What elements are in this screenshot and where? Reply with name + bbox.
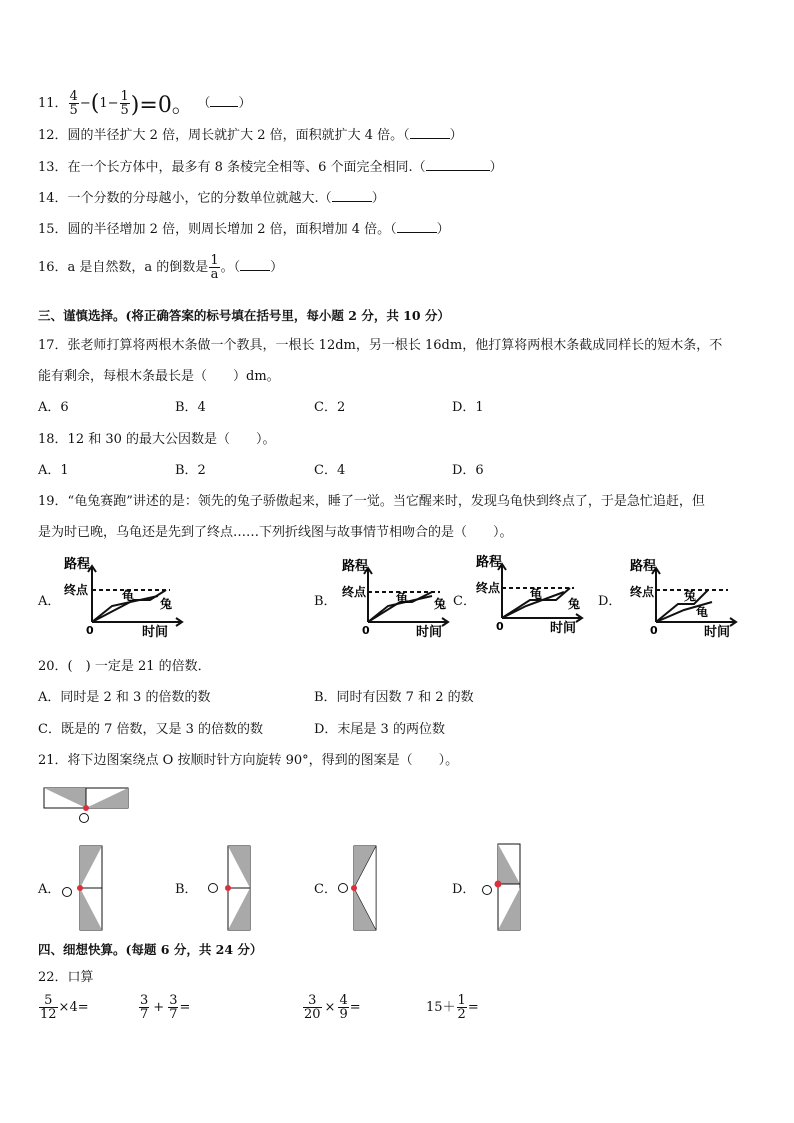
end-label: 终点 xyxy=(342,585,367,599)
fraction: $\frac{3}{7}$ xyxy=(169,993,178,1022)
question-19-line2: 是为时已晚，乌龟还是先到了终点……下列折线图与故事情节相吻合的是（ ）。 xyxy=(38,525,513,540)
fraction: $\frac{4}{5}$ xyxy=(69,89,78,118)
option-c[interactable]: C．2 xyxy=(314,400,346,415)
option-b-label[interactable]: B． xyxy=(175,882,198,897)
question-19-line1: 19．“龟兔赛跑”讲述的是：领先的兔子骄傲起来，睡了一觉。当它醒来时，发现乌龟快到终点了，于是急忙追赶，但 xyxy=(38,494,705,509)
option-b[interactable]: B．2 xyxy=(175,463,206,478)
expression-4: 15＋ $\frac{1}{2}$ = xyxy=(426,993,479,1022)
x-axis-label: 时间 xyxy=(416,625,443,640)
question-11: 11． $\frac{4}{5}$ −(1− $\frac{1}{5}$ )=0。 （ ） xyxy=(38,89,252,118)
rotation-option-c[interactable] xyxy=(336,844,386,932)
option-d[interactable]: D．末尾是 3 的两位数 xyxy=(314,722,445,737)
option-a-label[interactable]: A． xyxy=(38,882,61,897)
x-axis-label: 时间 xyxy=(142,625,169,640)
option-a[interactable]: A．6 xyxy=(38,400,69,415)
option-a[interactable]: A．1 xyxy=(38,463,69,478)
answer-blank[interactable] xyxy=(240,258,270,271)
option-c[interactable]: C．4 xyxy=(314,463,346,478)
expression-2: $\frac{3}{7}$ + $\frac{3}{7}$ = xyxy=(140,993,191,1022)
y-axis-label: 路程 xyxy=(64,557,91,572)
original-pattern xyxy=(42,786,132,826)
fraction: $\frac{3}{20}$ xyxy=(304,993,321,1022)
answer-blank[interactable] xyxy=(397,220,437,233)
option-d[interactable]: D．6 xyxy=(452,463,484,478)
graph-c[interactable] xyxy=(474,552,586,638)
y-axis-label: 路程 xyxy=(342,559,369,574)
question-15: 15．圆的半径增加 2 倍，则周长增加 2 倍，面积增加 4 倍。（ ） xyxy=(38,222,450,237)
fraction: $\frac{1}{5}$ xyxy=(120,89,129,118)
x-axis-label: 时间 xyxy=(704,625,731,640)
fraction: $\frac{5}{12}$ xyxy=(40,993,57,1022)
rabbit-label: 兔 xyxy=(568,597,581,611)
rotation-option-b[interactable] xyxy=(206,844,256,932)
turtle-label: 龟 xyxy=(122,589,135,603)
origin-label: 0 xyxy=(86,624,94,637)
question-16: 16．a 是自然数，a 的倒数是 $\frac{1}{a}$ 。（ ） xyxy=(38,253,284,282)
section-4-heading: 四、细想快算。(每题 6 分，共 24 分） xyxy=(38,942,263,957)
option-c-label[interactable]: C． xyxy=(453,594,476,609)
option-b[interactable]: B．4 xyxy=(175,400,206,415)
option-c[interactable]: C．既是的 7 倍数，又是 3 的倍数的数 xyxy=(38,722,264,737)
question-22-title: 22．口算 xyxy=(38,970,94,985)
rabbit-label: 兔 xyxy=(434,597,447,611)
turtle-label: 龟 xyxy=(396,591,409,605)
question-17-line2: 能有剩余，每根木条最长是（ ）dm。 xyxy=(38,369,280,384)
question-20: 20．( ) 一定是 21 的倍数． xyxy=(38,659,211,674)
graph-b[interactable] xyxy=(340,556,452,642)
option-b[interactable]: B．同时有因数 7 和 2 的数 xyxy=(314,690,474,705)
end-label: 终点 xyxy=(630,585,655,599)
y-axis-label: 路程 xyxy=(630,559,657,574)
fraction: $\frac{4}{9}$ xyxy=(339,993,348,1022)
question-12: 12．圆的半径扩大 2 倍，周长就扩大 2 倍，面积就扩大 4 倍。（ ） xyxy=(38,128,463,143)
turtle-label: 龟 xyxy=(696,605,709,619)
end-label: 终点 xyxy=(476,581,501,595)
section-3-heading: 三、谨慎选择。(将正确答案的标号填在括号里，每小题 2 分，共 10 分） xyxy=(38,308,450,323)
option-d[interactable]: D．1 xyxy=(452,400,484,415)
option-a[interactable]: A．同时是 2 和 3 的倍数的数 xyxy=(38,690,211,705)
rotation-option-a[interactable] xyxy=(60,844,110,932)
answer-blank[interactable] xyxy=(210,94,238,107)
graph-d[interactable] xyxy=(628,556,740,642)
option-b-label[interactable]: B． xyxy=(314,594,337,609)
question-21: 21．将下边图案绕点 O 按顺时针方向旋转 90°，得到的图案是（ ）。 xyxy=(38,753,459,768)
y-axis-label: 路程 xyxy=(476,555,503,570)
option-a-label[interactable]: A． xyxy=(38,594,61,609)
option-d-label[interactable]: D． xyxy=(452,882,476,897)
option-c-label[interactable]: C． xyxy=(314,882,337,897)
turtle-label: 龟 xyxy=(530,587,543,601)
fraction: $\frac{3}{7}$ xyxy=(140,993,149,1022)
origin-label: 0 xyxy=(650,624,658,637)
origin-label: 0 xyxy=(362,624,370,637)
origin-label: 0 xyxy=(496,620,504,633)
expression-1: $\frac{5}{12}$ ×4= xyxy=(40,993,89,1022)
answer-blank[interactable] xyxy=(410,126,450,139)
option-d-label[interactable]: D． xyxy=(598,594,622,609)
expression-3: $\frac{3}{20}$ × $\frac{4}{9}$ = xyxy=(304,993,361,1022)
rotation-option-d[interactable] xyxy=(478,842,528,932)
x-axis-label: 时间 xyxy=(550,621,577,636)
graph-a[interactable] xyxy=(62,554,192,640)
answer-blank[interactable] xyxy=(332,189,372,202)
fraction: $\frac{1}{a}$ xyxy=(210,253,219,282)
answer-blank[interactable] xyxy=(426,158,490,171)
question-14: 14．一个分数的分母越小，它的分数单位就越大.（ ） xyxy=(38,191,385,206)
question-18: 18．12 和 30 的最大公因数是（ ）。 xyxy=(38,432,276,447)
question-13: 13．在一个长方体中，最多有 8 条棱完全相等、6 个面完全相同.（ ） xyxy=(38,160,503,175)
rabbit-label: 兔 xyxy=(684,589,697,603)
fraction: $\frac{1}{2}$ xyxy=(457,993,466,1022)
question-17-line1: 17．张老师打算将两根木条做一个教具，一根长 12dm，另一根长 16dm，他打算将两根木条截成同样长的短木条，不 xyxy=(38,338,723,353)
rabbit-label: 兔 xyxy=(160,597,173,611)
end-label: 终点 xyxy=(64,583,89,597)
